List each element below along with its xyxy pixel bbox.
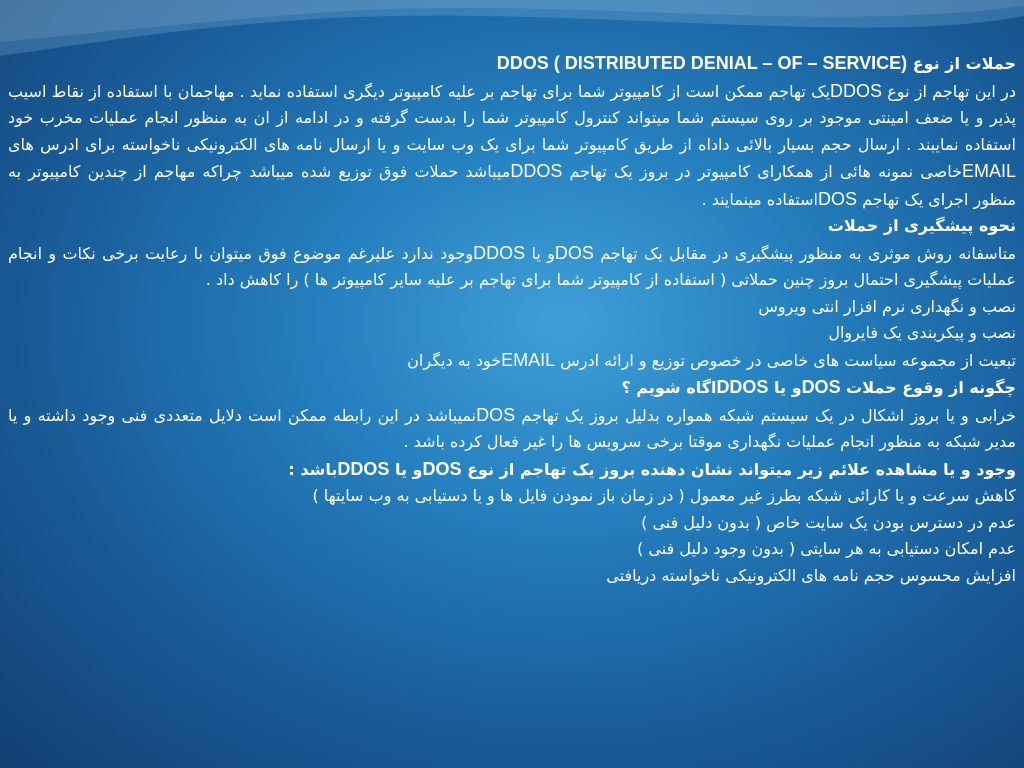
- body-paragraph: [8, 402, 1016, 456]
- body-paragraph: [8, 563, 1016, 590]
- slide-body: [8, 50, 1016, 589]
- body-paragraph: [8, 240, 1016, 294]
- text-segment: عدم امکان دستیابی به هر سایتی ( بدون وجود دلیل فنی ): [637, 539, 1016, 558]
- section-heading: [8, 50, 1016, 78]
- body-paragraph: [8, 536, 1016, 563]
- text-segment: استفاده مینمایند .: [701, 189, 818, 209]
- latin-term: DDOS: [829, 80, 882, 101]
- body-paragraph: [8, 347, 1016, 375]
- latin-term: DDOS: [337, 458, 390, 479]
- text-segment: و یا: [525, 243, 555, 263]
- text-segment: کاهش سرعت و یا کارائی شبکه بطرز غیر معمول ( در زمان باز نمودن فایل ها و یا دستیابی به وب سایتها ): [312, 486, 1016, 505]
- body-paragraph: [8, 320, 1016, 347]
- text-segment: چگونه از وقوع حملات: [840, 378, 1016, 397]
- text-segment: میباشد حملات فوق توزیع شده میباشد چراکه مهاجم از چندین کامپیوتر به منظور اجرای یک تهاجم: [8, 162, 1016, 209]
- text-segment: متاسفانه روش موثری به منظور پیشگیری در مقابل یک تهاجم: [593, 243, 1016, 263]
- latin-term: EMAIL: [501, 349, 556, 370]
- text-segment: نصب و نگهداری نرم افزار انتی ویروس: [758, 296, 1016, 316]
- text-segment: نصب و پیکربندی یک فایروال: [828, 323, 1016, 342]
- latin-term: DOS: [554, 242, 594, 263]
- body-paragraph: [8, 78, 1016, 214]
- text-segment: باشد :: [288, 459, 338, 479]
- latin-term: DDOS ( DISTRIBUTED DENIAL – OF – SERVICE): [496, 53, 908, 73]
- latin-term: DDOS: [473, 242, 526, 263]
- section-heading: [8, 456, 1016, 484]
- text-segment: یک تهاجم ممکن است از کامپیوتر شما برای تهاجم بر علیه کامپیوتر دیگری استفاده نماید . مهاجمان با استفاده از نقاط اسیب پذیر و یا ضعف امینتی موجود بر روی سیستم شما میتواند کنترول کامپیوتر شما را بدست گرفته و در ادامه از ان به منظور انجام عملیات مخرب خود استفاده نمایبند . ارسال حجم بسیار بالائی داداه از طریق کامپیوتر شما برای یک وب سایت و یا ارسال نامه های الکترونیکی ناخواسته برای ادرس های: [8, 81, 1016, 154]
- body-paragraph: [8, 483, 1016, 510]
- latin-term: EMAIL: [961, 161, 1017, 181]
- text-segment: عدم در دسترس بودن یک سایت خاص ( بدون دلیل فنی ): [641, 512, 1016, 532]
- text-segment: حملات از نوع: [907, 54, 1016, 73]
- body-paragraph: [8, 294, 1016, 321]
- text-segment: وجود ندارد علیرغم موضوع فوق میتوان با رعایت برخی نکات و انجام عملیات پیشگیری احتمال بروز چنین حملاتی ( استفاده از کامپیوتر شما برای تهاجم بر علیه سایر کامپیوتر ها ) را کاهش داد .: [8, 243, 1016, 289]
- text-segment: افزایش محسوس حجم نامه های الکترونیکی ناخواسته دریافتی: [606, 565, 1016, 585]
- text-segment: اگاه شویم ؟: [621, 378, 717, 397]
- text-segment: تبعیت از مجموعه سیاست های خاصی در خصوص توزیع و ارائه ادرس: [555, 350, 1016, 370]
- latin-term: DDOS: [716, 377, 769, 397]
- text-segment: در این تهاجم از نوع: [881, 81, 1017, 101]
- text-segment: خاصی نمونه هائی از همکارای کامپیوتر در بروز یک تهاجم: [562, 162, 962, 181]
- text-segment: وجود و یا مشاهده علائم زیر میتواند نشان دهنده بروز یک تهاجم از نوع: [461, 459, 1016, 479]
- body-paragraph: [8, 510, 1016, 537]
- latin-term: DDOS: [510, 161, 563, 181]
- latin-term: DOS: [476, 404, 516, 425]
- text-segment: نحوه پیشگیری از حملات: [827, 216, 1016, 235]
- latin-term: DOS: [801, 377, 841, 397]
- text-segment: و یا: [768, 378, 802, 397]
- section-heading: [8, 374, 1016, 402]
- latin-term: DOS: [817, 188, 857, 209]
- text-segment: و یا: [389, 459, 423, 479]
- section-heading: [8, 213, 1016, 240]
- latin-term: DOS: [422, 458, 462, 479]
- text-segment: خرابی و یا بروز اشکال در یک سیستم شبکه همواره بدلیل بروز یک تهاجم: [515, 405, 1017, 425]
- text-segment: نمیباشد در این رابطه ممکن است دلایل متعددی فنی وجود داشته و یا مدیر شبکه به منظور انجام عملیات نگهداری موقتا برخی سرویس ها را غیر فعال کرده باشد .: [8, 405, 1016, 451]
- text-segment: خود به دیگران: [407, 350, 502, 370]
